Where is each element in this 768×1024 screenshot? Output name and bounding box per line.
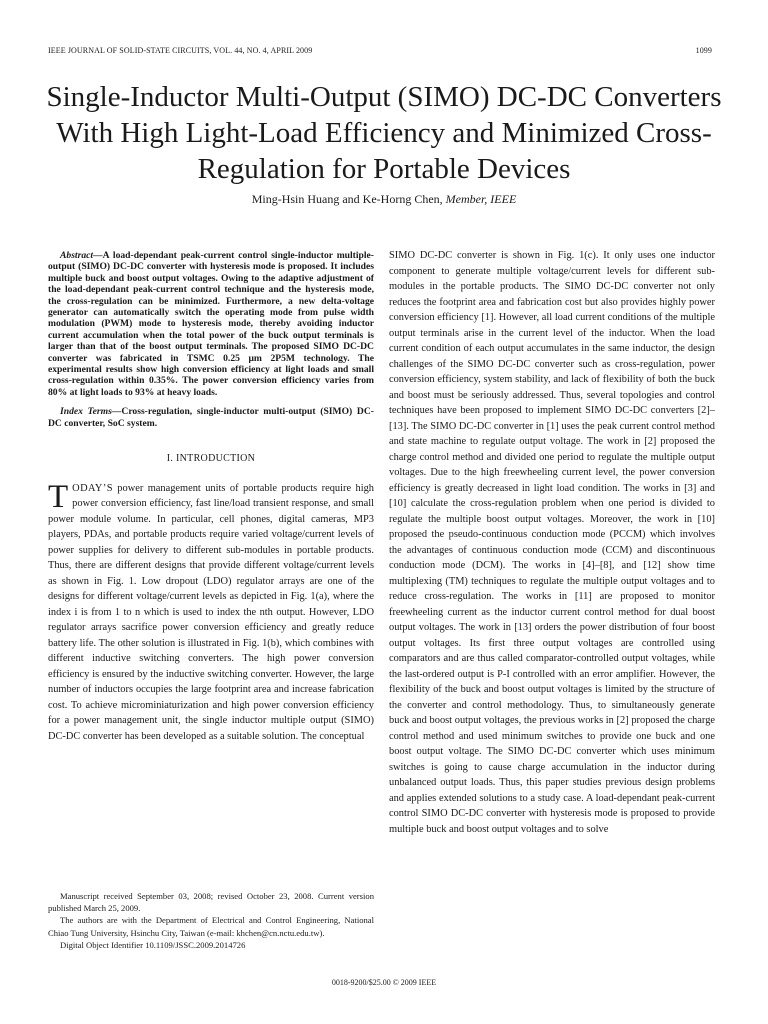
right-column-paragraph: SIMO DC-DC converter is shown in Fig. 1(c). It only uses one inductor component to generate multiple voltage/current levels for different sub-modules in the portable products. The SIMO DC-DC converter not only reduces the footprint area and fabrication cost but also provides highly power conversion efficiency [1]. However, all load current conditions of the multiple output terminals arise in the current level of the inductor. When the load current condition of each output accumulates in the same inductor, the design challenges of the SIMO DC-DC converter such as cross-regulation, power conversion efficiency, system stability, and lack of flexibility of both the buck and boost must be seriously addressed. Thus, several topologies and control techniques have been proposed to implement SIMO DC-DC converters [2]–[13]. The SIMO DC-DC converter in [1] uses the peak current control method and state machine to regulate output voltage. The work in [2] proposed the charge control method and divided one period to regulate the multiple output voltages. Due to the high freewheeling current level, the power conversion efficiency is greatly decreased in light load condition. The works in [3] and [10] calculate the cross-regulation problem when one period is divided to regulate the multiple boost output voltages. Moreover, the work in [10] proposed the pseudo-continuous conduction mode (PCCM) which involves the advantages of continuous conduction mode (CCM) and discontinuous conduction mode (DCM). The works in [4]–[8], and [12] show time multiplexing (TM) techniques to regulate the multiple output voltages and to reduce cross-regulation. The works in [11] are proposed to monitor freewheeling current as the inductor current control method for dual boost output voltages. The work in [13] orders the power distribution of four boost output voltages. Its first three output voltages are controlled using comparators and are thus called comparator-controlled output voltages, while the last-ordered output is P-I controlled with an error amplifier. However, the flexibility of the buck and boost output voltages is limited by the structure of the converter and control methodology. Thus, to simultaneously generate buck and boost output voltages, the previous works in [2] proposed the charge control method and used minimum switches to provide one buck and one boost output voltage. The SIMO DC-DC converter which uses minimum switches is going to cause charge accumulation in the inductor during unbalanced output loads. Thus, this paper studies previous design problems and applies extended solutions to a study case. A load-dependant peak-current control SIMO DC-DC converter with hysteresis mode is proposed to provide multiple buck and boost output voltages and to solve [389,250,715,835]
right-column [389,248,715,837]
section-heading: I. INTRODUCTION [166,453,256,465]
abstract-label: Abstract— [60,250,103,261]
page-number: 1099 [695,46,712,55]
journal-name: IEEE JOURNAL OF SOLID-STATE CIRCUITS, VOL. 44, NO. 4, APRIL 2009 [48,46,313,55]
index-terms [48,406,374,429]
running-header [48,46,712,55]
paper-title: Single-Inductor Multi-Output (SIMO) DC-DC Converters With High Light-Load Efficiency and Minimized Cross-Regulation for Portable Devices [46,81,722,185]
author-names: Ming-Hsin Huang and Ke-Horng Chen, [251,192,443,206]
copyright-line: 0018-9200/$25.00 © 2009 IEEE [331,978,437,987]
abstract-text: A load-dependant peak-current control single-inductor multiple-output (SIMO) DC-DC converter with hysteresis mode is proposed. It includes multiple buck and boost output voltages. Owing to the adaptive adjustment of the load-dependant peak-current control technique and the hysteresis mode, the cross-regulation can be minimized. Furthermore, a new delta-voltage generator can automatically switch the operating mode from pulse width modulation (PWM) mode to hysteresis mode, thereby avoiding inductor current accumulation when the total power of the buck output terminals is larger than that of the boost output terminals. The proposed SIMO DC-DC converter was fabricated in TSMC 0.25 μm 2P5M technology. The experimental results show high conversion efficiency at light loads and small cross-regulation within 0.35%. The power conversion efficiency varies from 80% at light loads to 93% at heavy loads. [48,250,374,398]
footnote-affiliation: The authors are with the Department of Electrical and Control Engineering, National Chiao Tung University, Hsinchu City, Taiwan (e-mail: khchen@cn.nctu.edu.tw). [48,915,374,938]
intro-first-words: ODAY’S [72,482,113,494]
intro-text: power management units of portable products require high power conversion efficiency, fast line/load transient response, and small power module volume. In particular, cell phones, digital cameras, MP3 players, PDAs, and portable products require varied voltage/current levels of power supplies for delivery to different sub-modules in portable products. Thus, there are different designs that provide different voltage/current levels as shown in Fig. 1. Low dropout (LDO) regulator arrays are one of the designs for different voltage/current levels as depicted in Fig. 1(a), where the index i is from 1 to n which is used to index the nth output. However, LDO regulator arrays sacrifice power conversion efficiency and greatly reduce battery life. The other solution is illustrated in Fig. 1(b), which combines with different inductive switching converters. The high power conversion efficiency is ensured by the inductive switching converter. However, the large number of inductors occupies the large footprint area and increase fabrication cost. To achieve microminiaturization and high power conversion efficiency for a power management unit, the single inductor multiple output (SIMO) DC-DC converter has been developed as a suitable solution. The conceptual [48,482,374,742]
index-terms-text: Cross-regulation, single-inductor multi-output (SIMO) DC-DC converter, SoC system. [48,406,374,429]
introduction-paragraph [48,478,374,745]
member-note: Member, IEEE [445,192,517,206]
left-column [48,250,374,744]
abstract [48,250,374,398]
footnotes [48,890,374,951]
footnote-doi: Digital Object Identifier 10.1109/JSSC.2009.2014726 [60,939,246,950]
index-terms-label: Index Terms— [60,406,122,418]
author-line [40,192,728,207]
drop-cap: T [48,478,69,515]
footnote-received: Manuscript received September 03, 2008; revised October 23, 2008. Current version published March 25, 2009. [48,891,374,914]
